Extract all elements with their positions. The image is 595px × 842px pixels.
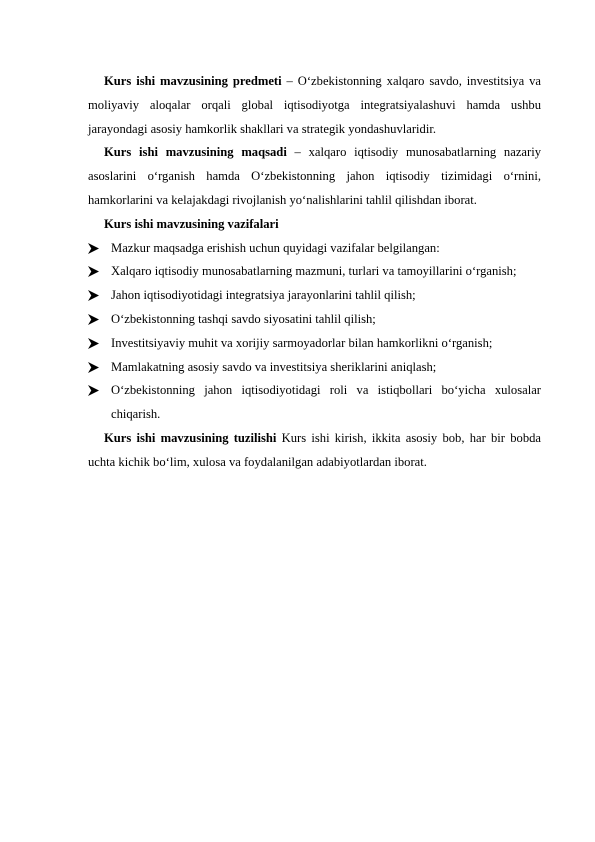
- task-text: Mazkur maqsadga erishish uchun quyidagi vazifalar belgilangan:: [111, 240, 440, 255]
- paragraph-maqsad-text: – xalqaro iqtisodiy munosabatlarning nazariy asoslarini o‘rganish hamda O‘zbekistonning jahon iqtisodiy tizimidagi o‘rnini, hamkorlarini va kelajakdagi rivojlanish yo‘nalishlarini tahlil qilishdan iborat.: [88, 145, 541, 207]
- task-list: [88, 237, 541, 427]
- task-text: Investitsiyaviy muhit va xorijiy sarmoyadorlar bilan hamkorlikni o‘rganish;: [111, 335, 493, 350]
- arrowhead-bullet-icon: [88, 243, 99, 254]
- task-text: Jahon iqtisodiyotidagi integratsiya jarayonlarini tahlil qilish;: [111, 288, 416, 303]
- task-text: Xalqaro iqtisodiy munosabatlarning mazmuni, turlari va tamoyillarini o‘rganish;: [111, 264, 517, 279]
- arrowhead-bullet-icon: [88, 338, 99, 349]
- paragraph-tuzilishi-text: Kurs ishi kirish, ikkita asosiy bob, har bir bobda uchta kichik bo‘lim, xulosa va foydalanilgan adabiyotlardan iborat.: [88, 430, 541, 469]
- arrowhead-bullet-icon: [88, 314, 99, 325]
- arrowhead-bullet-icon: [88, 266, 99, 277]
- task-text: O‘zbekistonning tashqi savdo siyosatini tahlil qilish;: [111, 311, 376, 326]
- arrowhead-bullet-icon: [88, 290, 99, 301]
- paragraph-predmet-text: – O‘zbekistonning xalqaro savdo, investitsiya va moliyaviy aloqalar orqali global iqtisodiyotga integratsiyalashuvi hamda ushbu jarayondagi asosiy hamkorlik shakllari va strategik yondashuvlaridir.: [88, 74, 541, 136]
- paragraph-maqsad: [88, 141, 541, 212]
- vazifalar-heading: Kurs ishi mavzusining vazifalari: [104, 216, 279, 231]
- list-item: [88, 379, 541, 427]
- arrowhead-bullet-icon: [88, 362, 99, 373]
- list-item: [88, 237, 541, 261]
- paragraph-tuzilishi-label: Kurs ishi mavzusining tuzilishi: [104, 430, 277, 445]
- list-item: [88, 332, 541, 356]
- paragraph-predmet-label: Kurs ishi mavzusining predmeti: [104, 74, 282, 88]
- paragraph-predmet: [88, 70, 541, 141]
- paragraph-maqsad-label: Kurs ishi mavzusining maqsadi: [104, 145, 287, 160]
- list-item: [88, 308, 541, 332]
- arrowhead-bullet-icon: [88, 385, 99, 396]
- paragraph-tuzilishi: [88, 427, 541, 475]
- list-item: [88, 260, 541, 284]
- task-text: O‘zbekistonning jahon iqtisodiyotidagi roli va istiqbollari bo‘yicha xulosalar chiqarish.: [111, 383, 541, 422]
- task-text: Mamlakatning asosiy savdo va investitsiya sheriklarini aniqlash;: [111, 359, 437, 374]
- list-item: [88, 284, 541, 308]
- list-item: [88, 356, 541, 380]
